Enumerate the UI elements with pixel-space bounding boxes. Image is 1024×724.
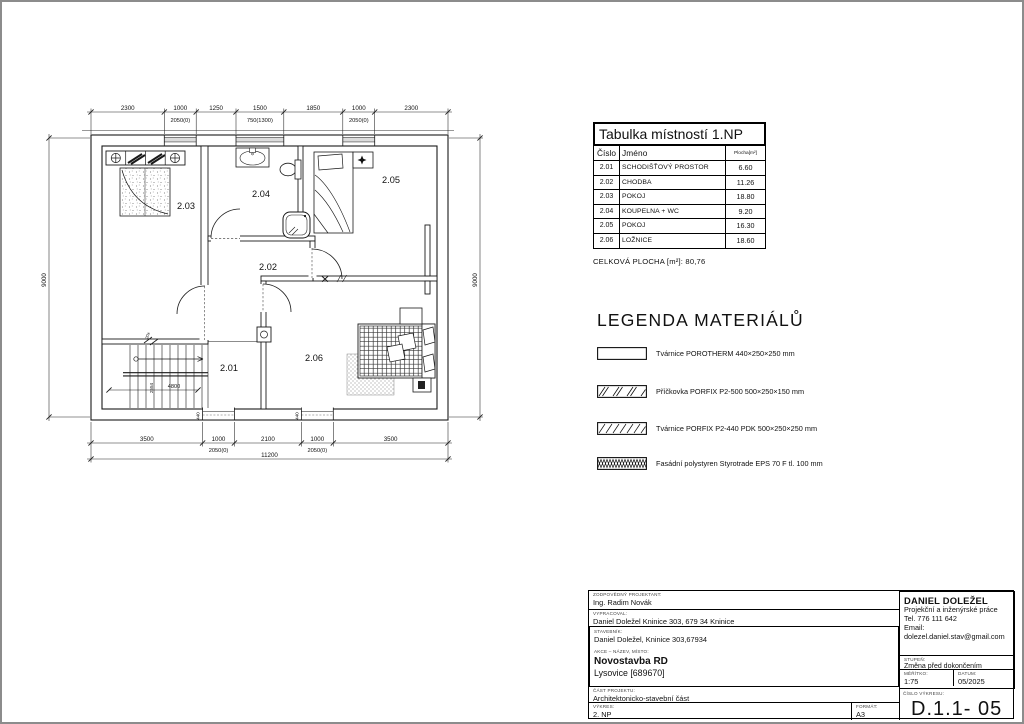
project-part-cell [589, 687, 899, 703]
field-label: STAVEBNÍK: [594, 629, 623, 634]
cell-name: POKOJ [620, 219, 726, 234]
room-table-title: Tabulka místností 1.NP [593, 122, 766, 146]
project-name: Novostavba RD [594, 656, 668, 668]
bed-203 [120, 168, 170, 216]
table-header-row [594, 146, 765, 161]
sill-height-label: 440 [195, 412, 201, 420]
cell-area: 11.26 [726, 176, 765, 191]
company-email-label: Email: [904, 622, 925, 632]
company-email: dolezel.daniel.stav@gmail.com [904, 631, 1005, 641]
author: Daniel Doležel Kninice 303, 679 34 Kninice [593, 616, 735, 626]
cell-area: 18.60 [736, 236, 755, 246]
shower [283, 212, 310, 238]
window-2 [236, 135, 284, 146]
room-label-206: 2.06 [305, 353, 323, 363]
field-label: ČÍSLO VÝKRESU: [903, 691, 945, 696]
author-cell [589, 610, 899, 626]
date-cell [954, 670, 1012, 686]
window-3 [343, 135, 375, 146]
cell-area: 16.30 [726, 219, 765, 234]
room-205-furniture [314, 152, 373, 233]
dim-text: 3500 [383, 435, 398, 443]
window-1 [164, 135, 196, 146]
stair-note-text: 20x [144, 331, 151, 340]
field-label: MĚŘÍTKO: [904, 671, 928, 676]
cell-number: 2.01 [594, 161, 620, 176]
table-row [594, 234, 765, 249]
nightstand [400, 308, 422, 324]
stage: Změna před dokončením [904, 662, 982, 670]
table-row [594, 219, 765, 234]
cell-name: POKOJ [620, 190, 726, 205]
responsible-designer: Ing. Radim Novák [593, 597, 652, 607]
stair-dim-text: 2554 [149, 382, 154, 394]
legend-item-label: Příčkovka PORFIX P2-500 500×250×150 mm [656, 387, 805, 396]
dim-text: 1000 [351, 104, 366, 112]
dim-text: 1250 [209, 104, 223, 112]
dim-sub-text: 750(1300) [246, 117, 273, 124]
room-label-203: 2.03 [177, 201, 195, 211]
stage-cell [900, 656, 1014, 670]
drawing-name: 2. NP [593, 709, 612, 719]
room-table-grid [593, 146, 766, 249]
cell-area: 18.80 [726, 190, 765, 205]
dim-text: 1000 [173, 104, 188, 112]
dim-text: 1500 [253, 104, 267, 112]
cell-number: 2.05 [594, 219, 620, 234]
door-204 [211, 209, 240, 238]
table-row [594, 161, 765, 176]
scale: 1:75 [904, 676, 919, 686]
dim-text: 1000 [211, 435, 226, 443]
dim-text: 2300 [120, 104, 135, 112]
sill-height-label: 440 [294, 412, 300, 420]
format-cell [851, 703, 899, 720]
material-swatch-porfix-p2-440 [597, 422, 647, 435]
dim-text: 2300 [404, 104, 419, 112]
project-place: Lysovice [689670] [594, 668, 665, 679]
cell-number: 2.06 [594, 234, 620, 249]
field-label: AKCE – NÁZEV, MÍSTO: [594, 649, 649, 655]
toilet [280, 160, 301, 179]
responsible-designer-cell [589, 591, 899, 610]
table-row [594, 205, 765, 220]
dim-text: 11200 [261, 451, 278, 459]
project-part: Architektonicko-stavební část [593, 693, 690, 703]
format: A3 [856, 709, 866, 719]
cell-name: SCHODIŠŤOVÝ PROSTOR [620, 161, 726, 176]
dim-sub-text: 2050(0) [307, 447, 328, 454]
company-name: DANIEL DOLEŽEL [904, 595, 988, 606]
legend-title: LEGENDA MATERIÁLŮ [597, 310, 804, 330]
legend-item-label: Fasádní polystyren Styrotrade EPS 70 F tl. 100 mm [656, 459, 823, 468]
dim-text: 9000 [41, 273, 48, 287]
room-label-205: 2.05 [382, 175, 400, 185]
cell-name: KOUPELNA + WC [620, 205, 726, 220]
legend-item [597, 457, 823, 470]
legend-item [597, 422, 817, 435]
header-area: Plocha[m²] [726, 146, 765, 161]
date: 05/2025 [958, 676, 985, 686]
field-label: ČÁST PROJEKTU: [593, 688, 636, 693]
field-label: VYPRACOVAL: [593, 611, 628, 616]
field-label: FORMÁT: [856, 704, 878, 709]
material-swatch-porfix-p2-500 [597, 385, 647, 398]
drawing-number-cell [899, 689, 1015, 720]
company-desc: Projekční a inženýrské práce [904, 605, 998, 614]
stair-dim-text: 4800 [167, 383, 181, 390]
wardrobe [106, 151, 185, 165]
material-swatch-porotherm [597, 347, 647, 360]
room-203-furniture [106, 151, 185, 216]
pillow [423, 327, 435, 345]
field-label: STUPEŇ: [904, 657, 926, 662]
total-area-text: CELKOVÁ PLOCHA [m²]: 80,76 [593, 257, 706, 266]
company-info [900, 592, 1014, 656]
materials-legend [597, 310, 897, 468]
table-row [594, 190, 765, 205]
dim-text: 1850 [306, 104, 321, 112]
field-label: DATUM: [958, 671, 977, 676]
cell-number: 2.04 [594, 205, 620, 220]
room-label-204: 2.04 [252, 189, 270, 199]
cell-name: CHODBA [620, 176, 726, 191]
drawing-name-cell [589, 703, 851, 720]
legend-item-label: Tvárnice POROTHERM 440×250×250 mm [656, 349, 795, 358]
room-table [593, 122, 766, 266]
dim-sub-text: 2050(0) [208, 447, 229, 454]
cushion [387, 344, 405, 362]
legend-item [597, 385, 804, 398]
header-name: Jméno [620, 146, 726, 161]
client-action-cell [589, 626, 899, 687]
cell-number: 2.03 [594, 190, 620, 205]
dim-text: 9000 [472, 273, 479, 287]
field-label: VÝKRES: [593, 704, 615, 709]
dim-sub-text: 2050(0) [348, 117, 369, 124]
windows [164, 135, 374, 146]
room-label-202: 2.02 [259, 262, 277, 272]
cell-area: 9.20 [726, 205, 765, 220]
cell-number: 2.02 [594, 176, 620, 191]
cell-area: 6.60 [726, 161, 765, 176]
company-box [899, 591, 1015, 689]
wall-openings [200, 235, 317, 340]
field-label: ZODPOVĚDNÝ PROJEKTANT: [593, 592, 662, 597]
sink [236, 148, 269, 167]
room-label-201: 2.01 [220, 363, 238, 373]
dim-text: 3500 [139, 435, 154, 443]
chimney [257, 327, 271, 342]
title-block [588, 590, 1014, 719]
company-tel: Tel. 776 111 642 [904, 613, 957, 623]
table-row [594, 176, 765, 191]
dim-text: 1000 [310, 435, 325, 443]
legend-item-label: Tvárnice PORFIX P2-440 PDK 500×250×250 mm [656, 424, 818, 433]
dim-sub-text: 2050(0) [170, 117, 191, 124]
dim-text: 2100 [261, 435, 275, 443]
pillow [423, 354, 435, 372]
floor-plan [2, 2, 562, 502]
scale-cell [900, 670, 954, 686]
client: Daniel Doležel, Kninice 303,67934 [594, 634, 707, 644]
legend-item [597, 347, 795, 360]
drawing-number: D.1.1- 05 [911, 697, 1003, 720]
cell-name: LOŽNICE [620, 234, 726, 249]
material-swatch-polystyren [597, 457, 647, 470]
pillow [318, 154, 343, 170]
header-number: Číslo [594, 146, 620, 161]
room-206-furniture [347, 308, 435, 395]
